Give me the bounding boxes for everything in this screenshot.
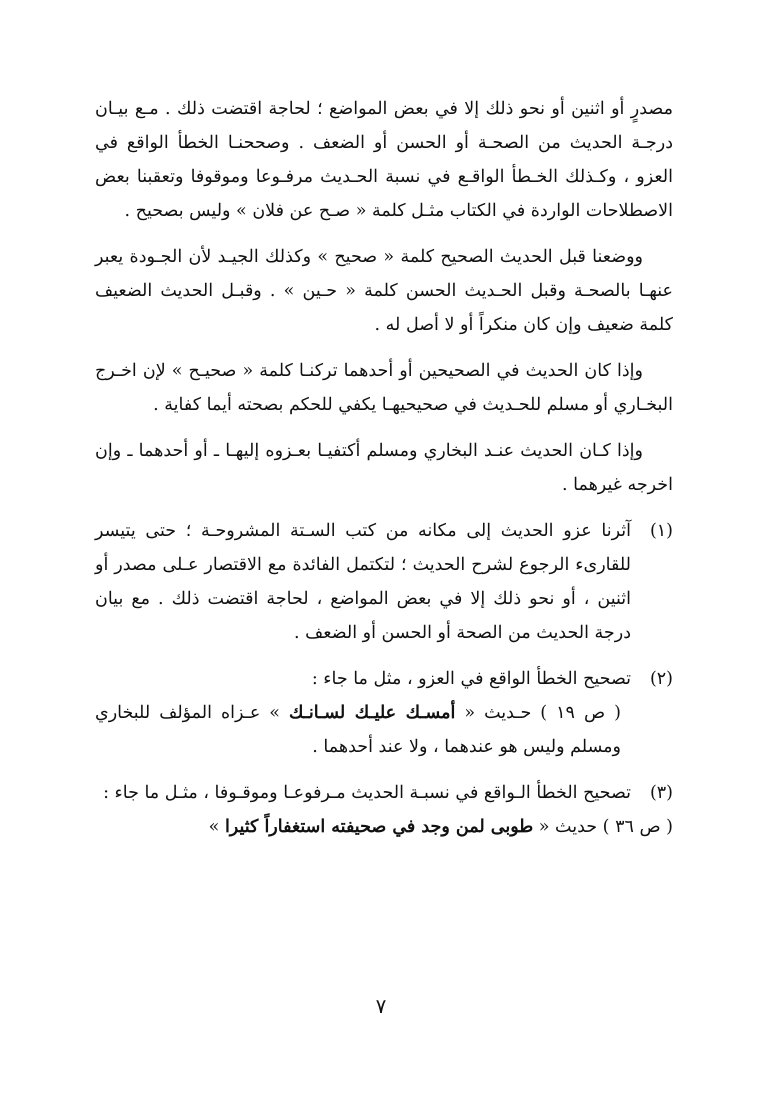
list-item-text: تصحيح الخطأ الـواقع في نسبـة الحديث مـرفوعـا وموقـوفا ، مثـل ما جاء : — [103, 783, 631, 803]
paragraph-bukhari-muslim: وإذا كـان الحديث عنـد البخاري ومسلم أكتفيـا بعـزوه إليهـا ـ أو أحدهما ـ وإن اخرجه غيرهما . — [95, 441, 673, 495]
paragraph-sahihain: وإذا كان الحديث في الصحيحين أو أحدهما تركنـا كلمة « صحيـح » لإن اخـرج البخـاري أو مسلم للحـديث في صحيحيهـا يكفي للحكم بصحته أيما كفاية . — [95, 361, 673, 415]
list-item-1 — [95, 514, 673, 650]
list-item-text: آثرنا عزو الحديث إلى مكانه من كتب السـتة المشروحـة ؛ حتى يتيسر للقارىء الرجوع لشرح الحديث ؛ لتكتمل الفائدة مع الاقتصار عـلى مصدر أو اثنين ، أو نحو ذلك إلا في بعض المواضع ، لحاجة اقتضت ذلك . مع بيان درجة الحديث من الصحة أو الحسن أو الضعف . — [95, 521, 631, 643]
spacer — [95, 422, 673, 434]
spacer — [95, 342, 673, 354]
list-item-3 — [95, 776, 673, 810]
example-suffix: » — [208, 817, 225, 837]
example-prefix: ( ص ١٩ ) حـديث « — [455, 703, 621, 723]
example-suffix: » عـزاه المؤلف للبخاري ومسلم وليس هو عندهما ، ولا عند أحدهما . — [95, 703, 621, 757]
paragraph-sahih-label: ووضعنا قبل الحديث الصحيح كلمة « صحيح » وكذلك الجيـد لأن الجـودة يعبر عنهـا بالصحـة وقبل الحـديث الحسن كلمة « حـين » . وقبـل الحديث الضعيف كلمة ضعيف وإن كان منكراً أو لا أصل له . — [95, 247, 673, 335]
paragraph-intro: مصدرٍ أو اثنين أو نحو ذلك إلا في بعض المواضع ؛ لحاجة اقتضت ذلك . مـع بيـان درجـة الحديث من الصحـة أو الحسن أو الضعف . وصححنـا الخطأ الواقع في العزو ، وكـذلك الخـطأ الواقـع في نسبة الحـديث مرفـوعا وموقوفا وتعقبنا بعض الاصطلاحات الواردة في الكتاب مثـل كلمة « صـح عن فلان » وليس بصحيح . — [95, 99, 673, 221]
list-item-text: تصحيح الخطأ الواقع في العزو ، مثل ما جاء : — [311, 669, 631, 689]
list-item-example — [95, 696, 631, 764]
list-item-example — [95, 810, 673, 844]
example-prefix: ( ص ٣٦ ) حديث « — [533, 817, 673, 837]
spacer — [95, 502, 673, 514]
example-hadith: طوبى لمن وجد في صحيفته استغفاراً كثيرا — [224, 817, 534, 837]
spacer — [95, 764, 673, 776]
example-hadith: أمسـك عليـك لسـانـك — [289, 703, 456, 723]
page-number: ٧ — [375, 994, 387, 1018]
spacer — [95, 650, 673, 662]
list-item-number: (٢) — [649, 669, 673, 689]
list-item-number: (١) — [649, 521, 673, 541]
list-item-2 — [95, 662, 673, 764]
page-body — [95, 92, 673, 844]
spacer — [95, 228, 673, 240]
list-item-number: (٣) — [649, 783, 673, 803]
